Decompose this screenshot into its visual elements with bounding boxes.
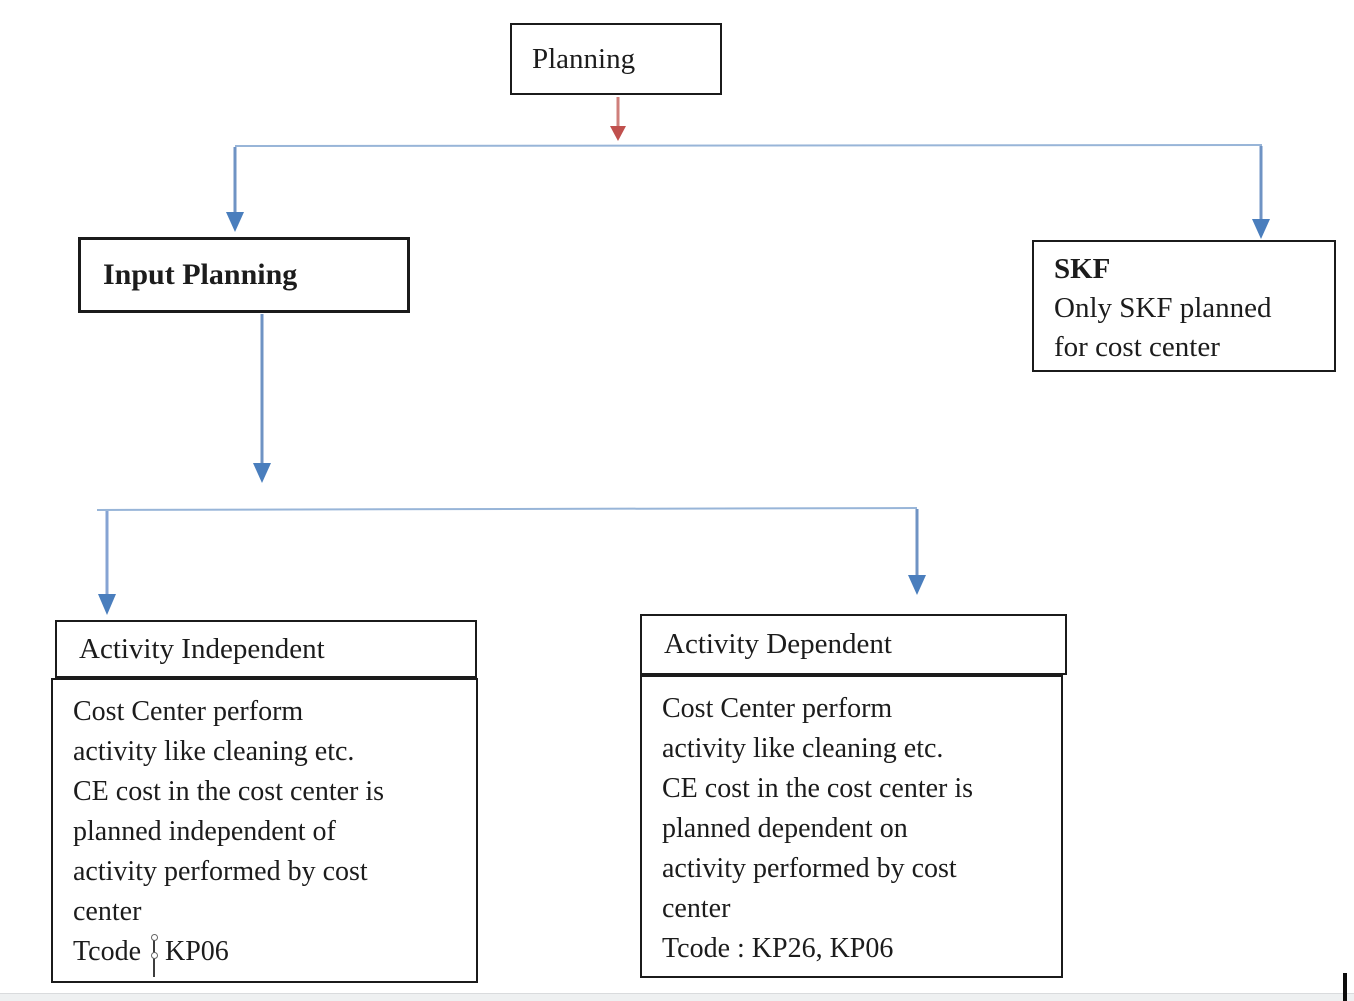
body-line: CE cost in the cost center is (662, 773, 974, 804)
arrow-to-independent-head-icon (98, 594, 116, 615)
arrow-from-input-planning-head-icon (253, 463, 271, 483)
body-line: activity like cleaning etc. (73, 736, 355, 767)
body-line: activity performed by cost (73, 856, 368, 887)
body-line: planned dependent on (662, 813, 908, 844)
branch-line-top (235, 145, 1262, 146)
arrow-to-dependent-head-icon (908, 575, 926, 595)
caret-mark (1343, 973, 1347, 1001)
body-line: activity like cleaning etc. (662, 733, 944, 764)
body-line: Cost Center perform (73, 696, 304, 727)
body-line: planned independent of (73, 816, 336, 847)
skf-node[interactable] (1032, 240, 1336, 372)
activity-independent-title: Activity Independent (79, 632, 325, 665)
skf-line: for cost center (1054, 331, 1220, 363)
arrow-to-input-planning-head-icon (226, 212, 244, 232)
input-planning-label: Input Planning (103, 258, 298, 291)
body-line: Cost Center perform (662, 693, 893, 724)
tcode-prefix: Tcode (73, 936, 142, 967)
activity-dependent-body-node[interactable] (640, 675, 1063, 978)
page-bottom-strip (0, 993, 1354, 1001)
planning-label: Planning (532, 42, 636, 75)
input-planning-node[interactable] (78, 237, 410, 313)
skf-title: SKF (1054, 253, 1111, 285)
activity-dependent-title: Activity Dependent (664, 628, 892, 660)
arrow-to-skf-head-icon (1252, 219, 1270, 239)
red-arrow-head-icon (610, 126, 626, 141)
activity-dependent-title-node[interactable] (640, 614, 1067, 675)
body-line: CE cost in the cost center is (73, 776, 385, 807)
body-line: center (662, 893, 731, 924)
activity-independent-title-node[interactable] (55, 620, 477, 678)
tcode-value: KP06 (165, 936, 229, 967)
body-line: center (73, 896, 142, 927)
branch-line-bottom (97, 508, 917, 510)
planning-node[interactable] (510, 23, 722, 95)
body-line: Tcode : KP26, KP06 (662, 933, 894, 964)
body-line: activity performed by cost (662, 853, 957, 884)
skf-line: Only SKF planned (1054, 292, 1272, 324)
text-cursor-icon[interactable] (153, 935, 155, 977)
tcode-line (73, 932, 476, 972)
activity-independent-body-node[interactable] (51, 678, 478, 983)
